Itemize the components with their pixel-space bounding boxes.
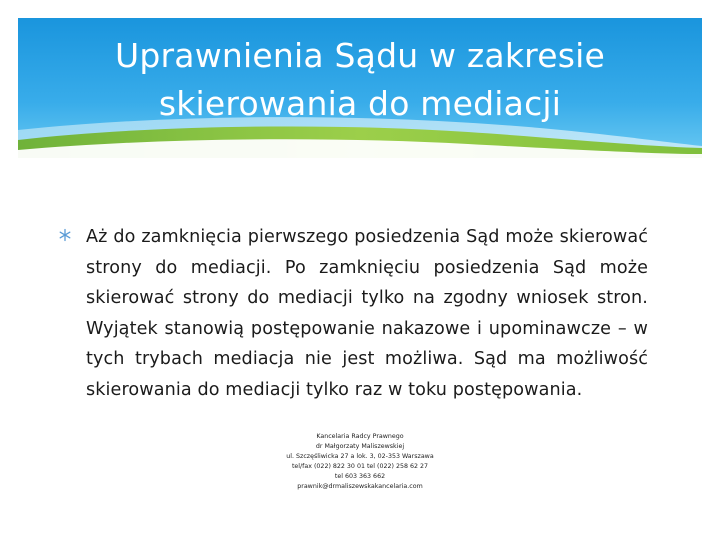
asterisk-bullet-icon — [58, 228, 72, 242]
footer-line-email: prawnik@drmaliszewskakancelaria.com — [297, 483, 423, 490]
footer-line-address: ul. Szczęśliwicka 27 a lok. 3, 02-353 Warszawa — [286, 453, 434, 460]
bullet-item — [58, 222, 648, 405]
bullet-text: Aż do zamknięcia pierwszego posiedzenia Sąd może skierować strony do mediacji. Po zamknięciu posiedzenia Sąd może skierować strony do mediacji tylko na zgodny wniosek stron. Wyjątek stanowią postępowanie nakazowe i upominawcze – w tych trybach mediacja nie jest możliwa. Sąd ma możliwość skierowania do mediacji tylko raz w toku postępowania. — [86, 227, 648, 400]
slide-title — [18, 32, 702, 128]
bullet-list — [58, 222, 648, 405]
footer-line-firm: Kancelaria Radcy Prawnego — [316, 433, 404, 440]
slide-title-line-2: skierowania do mediacji — [158, 84, 562, 123]
title-banner — [18, 18, 702, 158]
footer-contact — [220, 432, 500, 492]
footer-line-phone: tel 603 363 662 — [334, 473, 386, 480]
footer-line-name: dr Małgorzaty Maliszewskiej — [315, 443, 405, 450]
slide-title-line-1: Uprawnienia Sądu w zakresie — [115, 36, 605, 75]
footer-line-phone-fax: tel/fax (022) 822 30 01 tel (022) 258 62 27 — [291, 463, 429, 470]
